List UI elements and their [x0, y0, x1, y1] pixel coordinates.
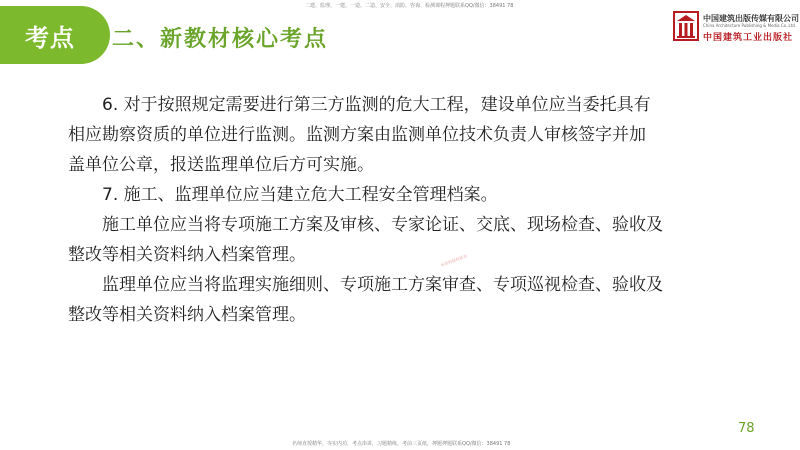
bottom-promo-note: 名师直授精华，夯实内功，考点串讲，习题精练，考前三页纸，押题押题联系QQ/微信：38491 78 [292, 441, 511, 447]
publisher-logo [673, 8, 799, 48]
publisher-name-en: China Architecture Publishing & Media Co.,Ltd. [703, 23, 797, 28]
topic-badge-label: 考点 [25, 23, 75, 52]
publisher-name-calligraphy: 中国建筑工业出版社 [703, 33, 794, 43]
content-line: 整改等相关资料纳入档案管理。 [68, 305, 306, 325]
content-line: 6. 对于按照规定需要进行第三方监测的危大工程，建设单位应当委托具有 [102, 95, 651, 115]
topic-badge [0, 6, 110, 64]
content-line: 监理单位应当将监理实施细则、专项施工方案审查、专项巡视检查、验收及 [102, 275, 663, 295]
top-promo-note: 二建、监理、一建、一造、二造、安全、消防、咨询、检测课程押题联系QQ/微信：38491 78 [305, 3, 514, 9]
content-line: 整改等相关资料纳入档案管理。 [68, 245, 306, 265]
publisher-logo-icon [673, 11, 699, 41]
content-line: 盖单位公章，报送监理单位后方可实施。 [68, 155, 374, 175]
content-body [68, 90, 768, 330]
publisher-name-cn: 中国建筑出版传媒有限公司 [703, 14, 799, 23]
content-line: 相应勘察资质的单位进行监测。监测方案由监测单位技术负责人审核签字并加 [68, 125, 646, 145]
content-line: 施工单位应当将专项施工方案及审核、专家论证、交底、现场检查、验收及 [102, 215, 663, 235]
section-title: 二、新教材核心考点 [112, 27, 329, 52]
content-line: 7. 施工、监理单位应当建立危大工程安全管理档案。 [102, 185, 498, 205]
page-number: 78 [738, 421, 755, 436]
watermark-text: 本资料版权所有 [439, 253, 468, 268]
